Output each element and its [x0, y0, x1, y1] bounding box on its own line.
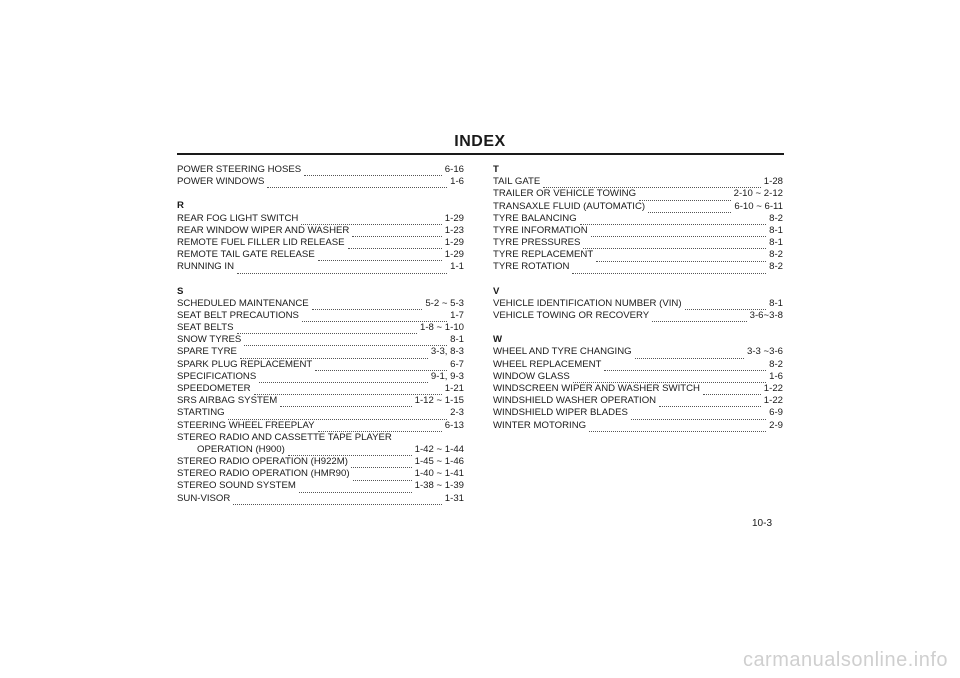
entry-page: 1-8 ~ 1-10: [419, 322, 464, 334]
dot-leader: [573, 374, 766, 383]
dot-leader: [351, 459, 412, 468]
index-entry: [493, 213, 783, 225]
entry-name: STEREO RADIO OPERATION (HMR90): [177, 468, 350, 480]
entry-page: 1-6: [450, 176, 464, 188]
dot-leader: [299, 484, 412, 493]
entry-name: SPECIFICATIONS: [177, 370, 257, 382]
index-entry: [177, 298, 464, 310]
entry-page: 6-7: [450, 358, 464, 370]
entry-name: TYRE BALANCING: [493, 212, 577, 224]
entry-page: 6-16: [444, 163, 464, 175]
entry-name: REAR FOG LIGHT SWITCH: [177, 212, 299, 224]
index-entry: [493, 420, 783, 432]
entry-name: STEREO SOUND SYSTEM: [177, 480, 296, 492]
dot-leader: [280, 398, 411, 407]
entry-name: REAR WINDOW WIPER AND WASHER: [177, 224, 350, 236]
index-entry: [493, 407, 783, 419]
index-entry: [177, 249, 464, 261]
entry-name: WHEEL AND TYRE CHANGING: [493, 346, 632, 358]
index-entry: [177, 346, 464, 358]
entry-name: WINDOW GLASS: [493, 370, 570, 382]
entry-page: 1-31: [444, 492, 464, 504]
entry-name: TAIL GATE: [493, 176, 541, 188]
entry-name: SNOW TYRES: [177, 334, 242, 346]
entry-page: 6-10 ~ 6-11: [734, 200, 783, 212]
entry-name: SEAT BELTS: [177, 322, 234, 334]
dot-leader: [304, 167, 442, 176]
index-entry: [177, 420, 464, 432]
entry-name: WINDSHIELD WIPER BLADES: [493, 407, 628, 419]
dot-leader: [267, 179, 447, 188]
entry-page: 8-2: [769, 249, 783, 261]
dot-leader: [288, 447, 412, 456]
dot-leader: [685, 301, 767, 310]
entry-page: 1-12 ~ 1-15: [414, 395, 464, 407]
entry-page: 5-2 ~ 5-3: [425, 297, 464, 309]
entry-page: 8-1: [769, 297, 783, 309]
entry-page: 9-1, 9-3: [430, 370, 464, 382]
index-entry: [493, 262, 783, 274]
dot-leader: [639, 192, 731, 201]
index-section: [493, 286, 783, 323]
dot-leader: [318, 252, 442, 261]
index-entry: [177, 334, 464, 346]
index-section: [493, 334, 783, 432]
index-entry: [177, 432, 464, 444]
index-entry: [177, 225, 464, 237]
dot-leader: [348, 240, 442, 249]
dot-leader: [240, 350, 428, 359]
entry-name: REMOTE TAIL GATE RELEASE: [177, 249, 315, 261]
entry-name: SRS AIRBAG SYSTEM: [177, 395, 278, 407]
entry-name: SPARE TYRE: [177, 346, 237, 358]
entry-page: 8-2: [769, 358, 783, 370]
entry-name: SEAT BELT PRECAUTIONS: [177, 309, 299, 321]
index-section: [493, 164, 783, 274]
index-entry: [493, 201, 783, 213]
entry-page: 8-2: [769, 212, 783, 224]
entry-page: 1-22: [763, 382, 783, 394]
entry-page: 8-1: [769, 224, 783, 236]
entry-page: 1-29: [444, 236, 464, 248]
index-entry: [177, 468, 464, 480]
index-entry: [177, 456, 464, 468]
entry-page: 8-1: [769, 237, 783, 249]
entry-page: 1-28: [763, 176, 783, 188]
entry-page: 6-13: [444, 419, 464, 431]
dot-leader: [631, 411, 766, 420]
index-entry: [177, 261, 464, 273]
index-column-right: [493, 164, 783, 444]
dot-leader: [244, 337, 447, 346]
entry-page: 1-29: [444, 212, 464, 224]
entry-name: STEERING WHEEL FREEPLAY: [177, 419, 315, 431]
entry-page: 6-9: [769, 407, 783, 419]
entry-name: STEREO RADIO AND CASSETTE TAPE PLAYER: [177, 431, 392, 443]
dot-leader: [703, 386, 761, 395]
index-entry: [177, 371, 464, 383]
index-entry: [177, 237, 464, 249]
entry-name: TRAILER OR VEHICLE TOWING: [493, 188, 637, 200]
entry-page: 1-21: [444, 382, 464, 394]
index-entry: [177, 493, 464, 505]
dot-leader: [572, 265, 766, 274]
entry-page: 2-10 ~ 2-12: [733, 188, 783, 200]
entry-name: TYRE PRESSURES: [493, 237, 581, 249]
index-section: [177, 286, 464, 505]
index-entry: [177, 395, 464, 407]
entry-page: 2-9: [769, 419, 783, 431]
entry-name: VEHICLE TOWING OR RECOVERY: [493, 310, 650, 322]
entry-page: 1-7: [450, 309, 464, 321]
entry-name: WHEEL REPLACEMENT: [493, 358, 602, 370]
index-entry: [493, 371, 783, 383]
entry-page: 1-42 ~ 1-44: [414, 443, 464, 455]
index-entry: [177, 310, 464, 322]
index-entry: [177, 213, 464, 225]
dot-leader: [659, 398, 761, 407]
page-title: INDEX: [454, 133, 506, 150]
entry-page: 3-6~3-8: [749, 310, 783, 322]
dot-leader: [302, 313, 447, 322]
dot-leader: [543, 179, 761, 188]
index-entry: [493, 395, 783, 407]
entry-page: 3-3, 8-3: [430, 346, 464, 358]
entry-name: TRANSAXLE FLUID (AUTOMATIC): [493, 200, 646, 212]
entry-name: VEHICLE IDENTIFICATION NUMBER (VIN): [493, 297, 682, 309]
index-entry: [177, 322, 464, 334]
entry-name: WINTER MOTORING: [493, 419, 587, 431]
entry-name: POWER STEERING HOSES: [177, 163, 302, 175]
section-letter: T: [493, 164, 499, 175]
page-number: 10-3: [752, 518, 773, 529]
entry-page: 1-6: [769, 370, 783, 382]
entry-page: 1-45 ~ 1-46: [414, 456, 464, 468]
entry-name: STEREO RADIO OPERATION (H922M): [177, 456, 348, 468]
entry-page: 1-23: [444, 224, 464, 236]
index-entry: [493, 249, 783, 261]
title-rule: [177, 153, 784, 155]
dot-leader: [589, 423, 766, 432]
entry-page: 1-38 ~ 1-39: [414, 480, 464, 492]
dot-leader: [301, 216, 441, 225]
index-entry: [177, 359, 464, 371]
index-section: [177, 164, 464, 188]
dot-leader: [352, 228, 441, 237]
dot-leader: [652, 313, 746, 322]
entry-name: SPEEDOMETER: [177, 382, 251, 394]
section-letter: W: [493, 334, 503, 346]
dot-leader: [318, 423, 442, 432]
dot-leader: [580, 216, 766, 225]
dot-leader: [604, 362, 766, 371]
entry-page: 1-29: [444, 249, 464, 261]
dot-leader: [583, 240, 766, 249]
entry-page: 8-1: [450, 334, 464, 346]
entry-name: TYRE REPLACEMENT: [493, 249, 594, 261]
entry-page: 3-3 ~3-6: [747, 346, 783, 358]
entry-name: POWER WINDOWS: [177, 176, 265, 188]
entry-name: WINDSCREEN WIPER AND WASHER SWITCH: [493, 382, 700, 394]
entry-name: WINDSHIELD WASHER OPERATION: [493, 395, 657, 407]
index-entry: [177, 164, 464, 176]
dot-leader: [237, 325, 417, 334]
entry-page: 1-22: [763, 395, 783, 407]
dot-leader: [596, 253, 766, 262]
entry-name: REMOTE FUEL FILLER LID RELEASE: [177, 236, 345, 248]
index-entry: [177, 444, 464, 456]
section-letter: S: [177, 285, 184, 297]
entry-name: SUN-VISOR: [177, 492, 231, 504]
entry-name: TYRE INFORMATION: [493, 224, 588, 236]
index-entry: [493, 188, 783, 200]
dot-leader: [635, 350, 744, 359]
watermark: carmanualsonline.info: [742, 649, 948, 671]
entry-name: RUNNING IN: [177, 261, 235, 273]
section-letter: V: [493, 285, 500, 297]
entry-page: 1-40 ~ 1-41: [414, 468, 464, 480]
dot-leader: [315, 362, 447, 371]
entry-name: STARTING: [177, 407, 225, 419]
dot-leader: [233, 496, 441, 505]
index-entry: [493, 310, 783, 322]
dot-leader: [254, 386, 442, 395]
entry-page: 1-1: [450, 261, 464, 273]
dot-leader: [237, 265, 447, 274]
index-entry: [177, 383, 464, 395]
index-entry: [493, 298, 783, 310]
dot-leader: [648, 204, 731, 213]
entry-name: SCHEDULED MAINTENANCE: [177, 297, 309, 309]
entry-name: SPARK PLUG REPLACEMENT: [177, 358, 313, 370]
index-entry: [493, 383, 783, 395]
index-entry: [493, 359, 783, 371]
index-section: [177, 200, 464, 273]
entry-page: 8-2: [769, 261, 783, 273]
dot-leader: [312, 301, 423, 310]
entry-page: 2-3: [450, 407, 464, 419]
section-letter: R: [177, 200, 184, 212]
index-entry: [177, 407, 464, 419]
index-entry: [493, 346, 783, 358]
index-entry: [493, 225, 783, 237]
index-entry: [493, 237, 783, 249]
index-entry: [177, 176, 464, 188]
index-column-left: [177, 164, 464, 517]
dot-leader: [591, 228, 766, 237]
dot-leader: [259, 374, 428, 383]
entry-name: TYRE ROTATION: [493, 261, 570, 273]
index-entry: [177, 481, 464, 493]
entry-name: OPERATION (H900): [197, 443, 285, 455]
index-entry: [493, 176, 783, 188]
dot-leader: [353, 472, 412, 481]
dot-leader: [228, 411, 448, 420]
